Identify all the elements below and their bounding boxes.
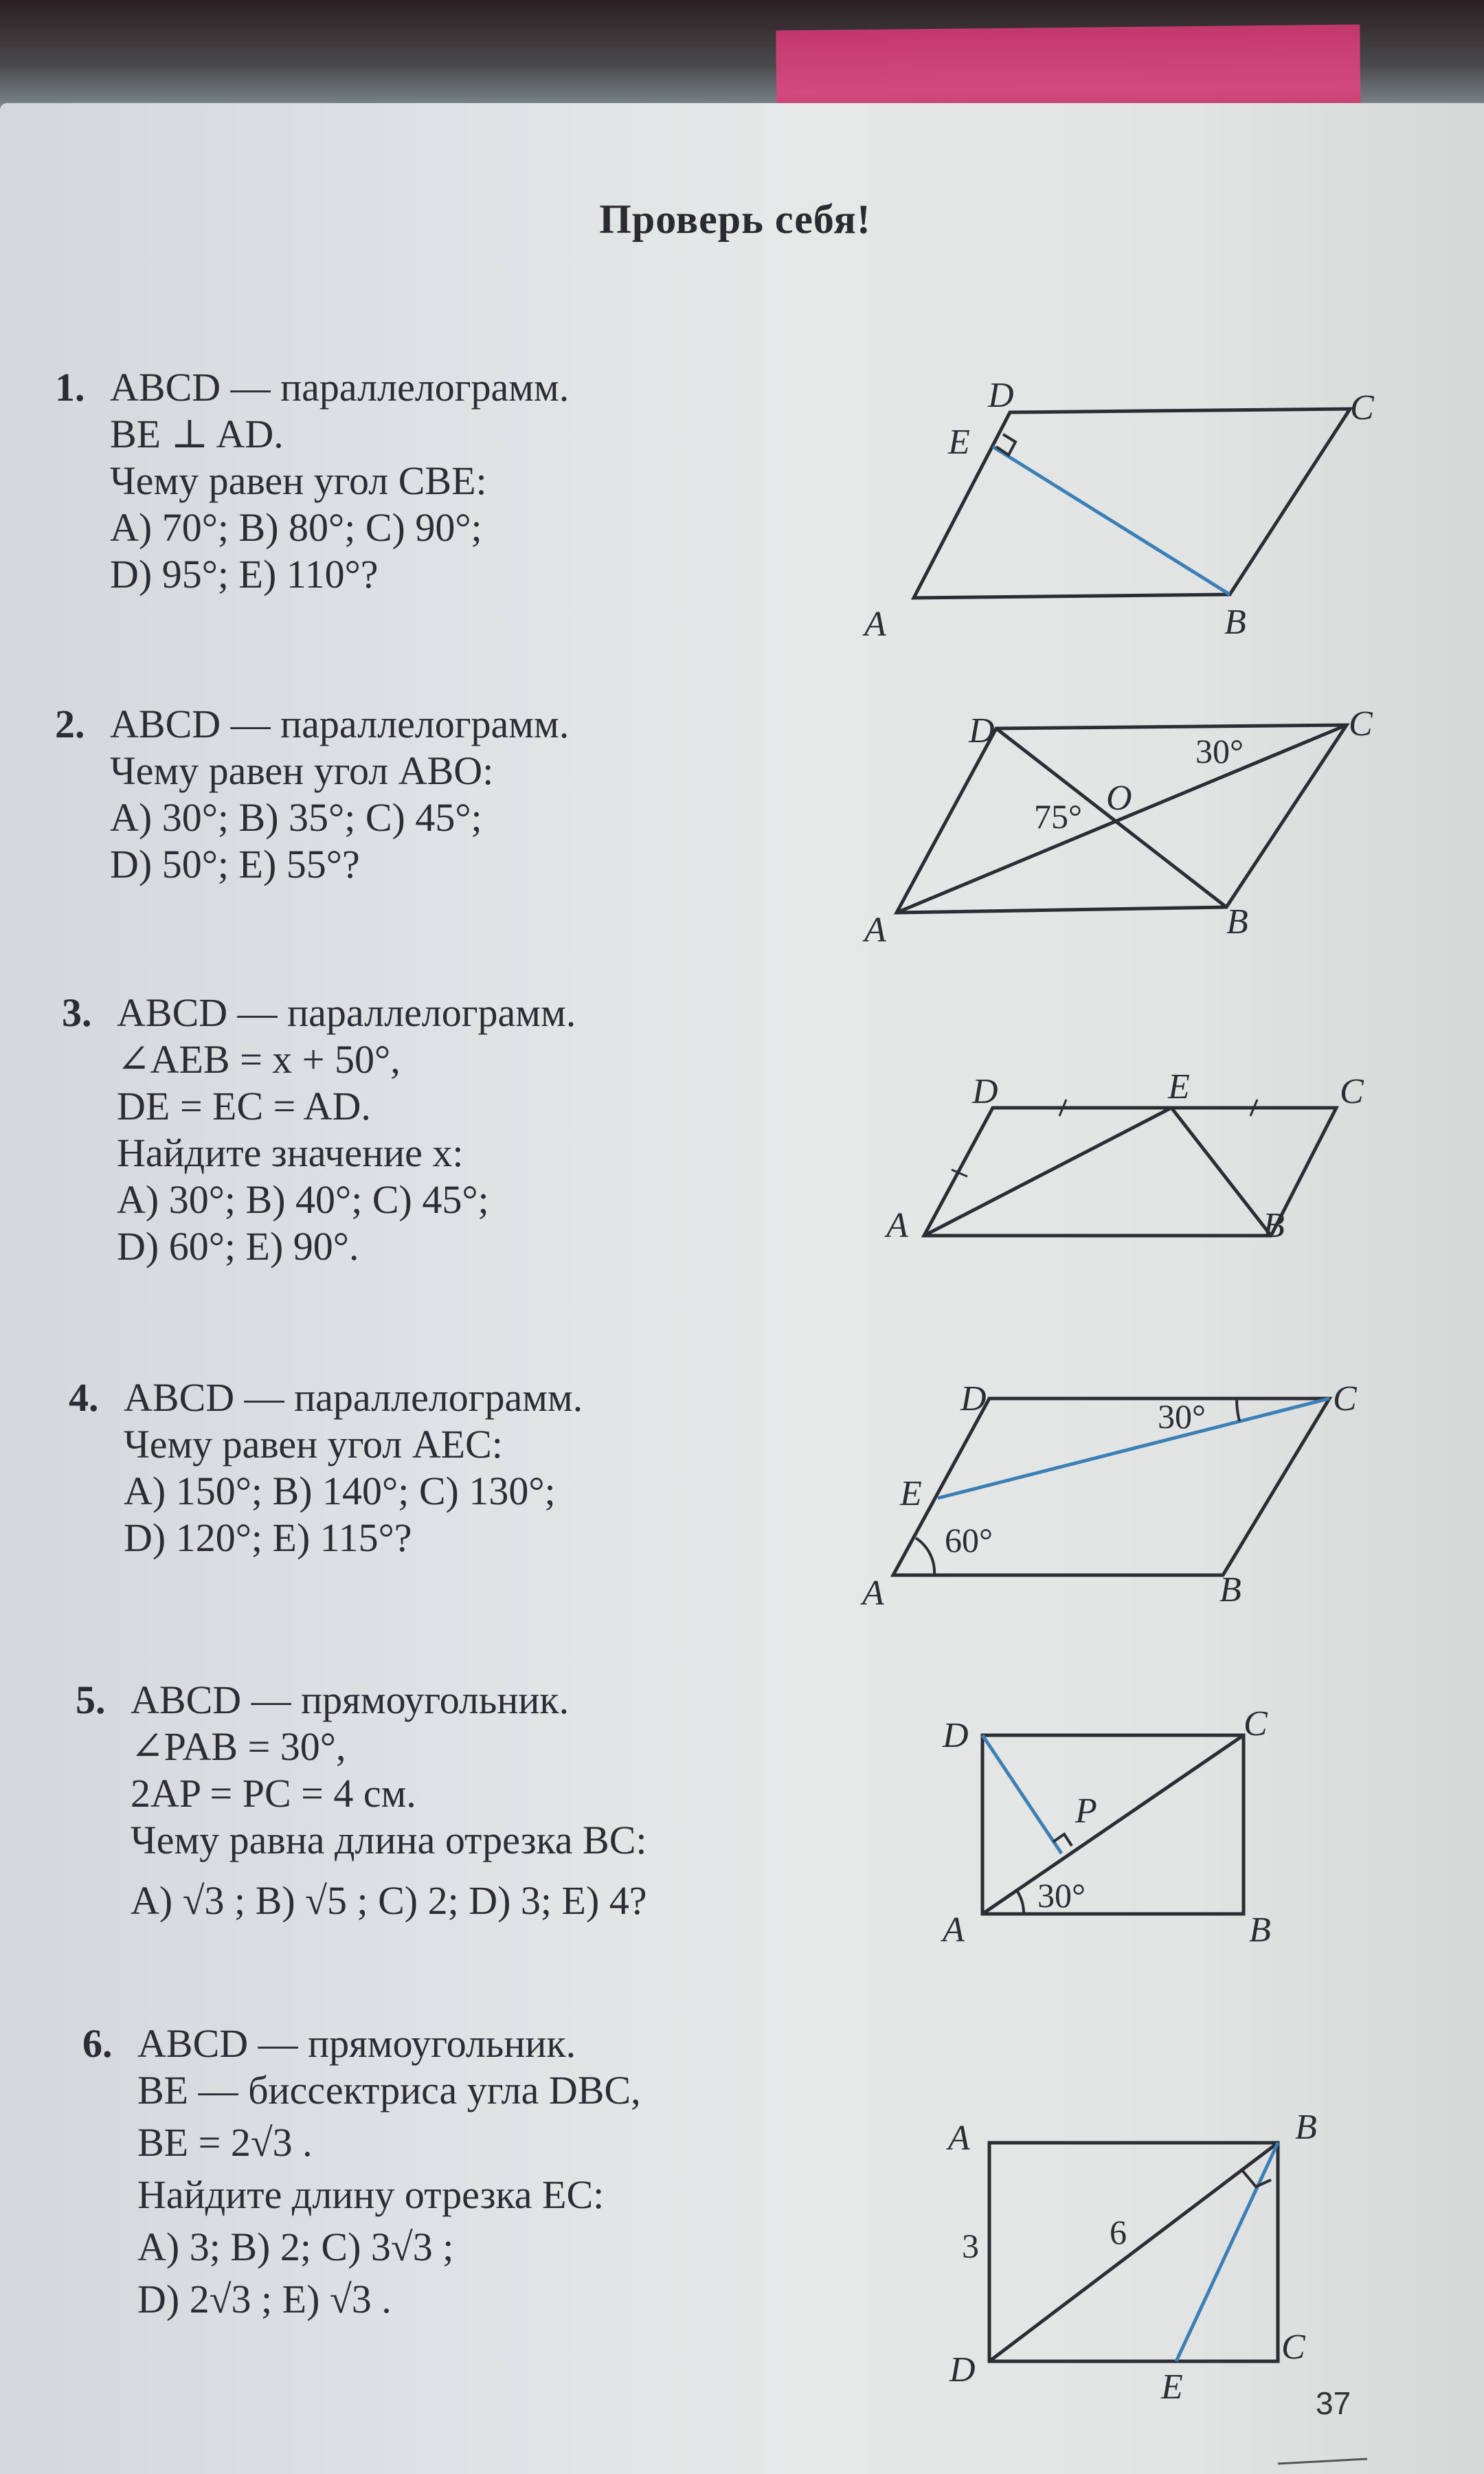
figure-3-segment-EB (1171, 1108, 1271, 1236)
problem-2-line-2: Чему равен угол ABO: (110, 748, 494, 793)
figure-5-angle-30: 30° (1037, 1876, 1086, 1915)
figure-6-label-C: C (1281, 2328, 1305, 2367)
figure-4-segment-EC (938, 1398, 1329, 1498)
figure-3-segment-AE (924, 1108, 1171, 1236)
page-title: Проверь себя! (599, 197, 871, 242)
figure-2-label-C: C (1349, 704, 1373, 744)
figure-2-diagonal-BD (996, 728, 1226, 907)
figure-6-label-D: D (949, 2350, 976, 2389)
figure-2-angle-75: 75° (1034, 797, 1082, 836)
figure-1-label-C: C (1350, 388, 1374, 427)
figure-3-label-E: E (1168, 1067, 1190, 1106)
figure-3-label-D: D (972, 1072, 998, 1111)
figure-4-angle-arc-C (1237, 1398, 1239, 1421)
problem-3-line-1: 3. ABCD — параллелограмм. (62, 990, 576, 1035)
problem-3-line-2: ∠AEB = x + 50°, (117, 1037, 401, 1082)
problem-1-answers-1: A) 70°; B) 80°; C) 90°; (110, 505, 482, 550)
figure-5-label-D: D (943, 1716, 969, 1755)
problem-4-line-2: Чему равен угол AEC: (124, 1422, 503, 1467)
figure-2-diagonal-AC (897, 725, 1347, 913)
figure-3-label-B: B (1263, 1206, 1285, 1245)
problem-3-answers-1: A) 30°; B) 40°; C) 45°; (117, 1177, 489, 1222)
figure-1-label-E: E (948, 423, 970, 462)
figure-2-label-O: O (1106, 779, 1132, 818)
figure-2 (897, 725, 1347, 913)
page-number: 37 (1316, 2385, 1351, 2421)
problem-6-line-1: 6. ABCD — прямоугольник. (82, 2021, 576, 2066)
problem-4-answers-2: D) 120°; E) 115°? (124, 1515, 412, 1560)
figure-1-segment-BE (993, 447, 1230, 594)
figure-6-angle-marks (1242, 2170, 1271, 2187)
figure-1-parallelogram (914, 409, 1350, 598)
problem-5-line-3: 2AP = PC = 4 см. (131, 1771, 416, 1816)
figure-4-label-D: D (960, 1379, 987, 1418)
problem-6-line-2: BE — биссектриса угла DBC, (137, 2068, 641, 2113)
figure-4-angle-30: 30° (1158, 1397, 1206, 1436)
problem-5-line-4: Чему равна длина отрезка BC: (131, 1818, 647, 1862)
figure-2-label-D: D (969, 711, 995, 750)
figure-1-label-A: A (864, 605, 886, 644)
figure-5-segment-DP (982, 1735, 1061, 1853)
figure-1 (914, 409, 1350, 598)
figure-4-angle-60: 60° (945, 1521, 993, 1559)
figure-6-label-E: E (1161, 2367, 1183, 2407)
problem-6-line-3: BE = 2√3 . (137, 2120, 313, 2165)
figure-6-length-3: 3 (962, 2227, 979, 2265)
problem-2-number: 2. (55, 702, 85, 746)
problem-5-line-1: 5. ABCD — прямоугольник. (76, 1678, 570, 1722)
figure-1-label-D: D (988, 376, 1014, 415)
page-number-underline (1278, 2459, 1367, 2464)
problem-1-line-1: 1. ABCD — параллелограмм. (55, 365, 570, 410)
problem-3-answers-2: D) 60°; E) 90°. (117, 1224, 359, 1269)
figure-4-label-E: E (900, 1474, 922, 1513)
problem-6-number: 6. (82, 2021, 113, 2066)
figure-5-label-P: P (1075, 1792, 1097, 1831)
figure-2-angle-30: 30° (1195, 732, 1244, 770)
figure-2-label-B: B (1226, 902, 1248, 941)
problem-4-answers-1: A) 150°; B) 140°; C) 130°; (124, 1469, 556, 1513)
figure-6-segment-BE (1176, 2143, 1278, 2361)
figure-1-label-B: B (1224, 603, 1246, 642)
figure-6-length-6: 6 (1110, 2213, 1127, 2251)
figure-5 (982, 1735, 1244, 1914)
problem-6-line-4: Найдите длину отрезка EC: (137, 2172, 605, 2217)
problem-4-number: 4. (69, 1375, 99, 1420)
figure-4-angle-arc-A (916, 1538, 934, 1575)
figure-5-label-C: C (1244, 1704, 1268, 1743)
problem-4-line-1: 4. ABCD — параллелограмм. (69, 1375, 583, 1420)
figure-3-label-C: C (1340, 1072, 1364, 1111)
problem-3-line-3: DE = EC = AD. (117, 1084, 371, 1128)
figure-4-label-B: B (1219, 1570, 1241, 1609)
figure-5-label-B: B (1249, 1910, 1271, 1950)
figure-4-label-C: C (1333, 1379, 1357, 1418)
problem-5-number: 5. (76, 1678, 106, 1722)
problem-5-line-2: ∠PAB = 30°, (131, 1724, 346, 1769)
figure-5-angle-arc-A (1017, 1891, 1024, 1914)
figure-6-diagonal-DB (989, 2143, 1278, 2361)
problem-6-answers-1: A) 3; B) 2; C) 3√3 ; (137, 2225, 454, 2269)
figure-4-label-A: A (862, 1574, 884, 1613)
figure-5-diagonal-AC (982, 1735, 1244, 1914)
figure-6-label-A: A (948, 2119, 970, 2158)
figure-6-label-B: B (1295, 2108, 1317, 2147)
problem-2-line-1: 2. ABCD — параллелограмм. (55, 702, 570, 746)
problem-1-line-2: BE ⊥ AD. (110, 412, 284, 456)
problem-6-answers-2: D) 2√3 ; E) √3 . (137, 2277, 392, 2321)
problem-1-line-3: Чему равен угол CBE: (110, 458, 487, 503)
problem-1-number: 1. (55, 365, 85, 410)
figure-3-label-A: A (886, 1206, 908, 1245)
problem-3-line-4: Найдите значение x: (117, 1130, 464, 1175)
problem-2-answers-2: D) 50°; E) 55°? (110, 842, 360, 887)
problem-3-number: 3. (62, 990, 92, 1035)
figure-6 (989, 2143, 1278, 2361)
problem-5-answers: A) √3 ; B) √5 ; C) 2; D) 3; E) 4? (131, 1878, 647, 1923)
figure-2-label-A: A (864, 911, 886, 950)
figure-5-label-A: A (943, 1910, 965, 1950)
problem-1-answers-2: D) 95°; E) 110°? (110, 552, 379, 597)
problem-2-answers-1: A) 30°; B) 35°; C) 45°; (110, 795, 482, 840)
